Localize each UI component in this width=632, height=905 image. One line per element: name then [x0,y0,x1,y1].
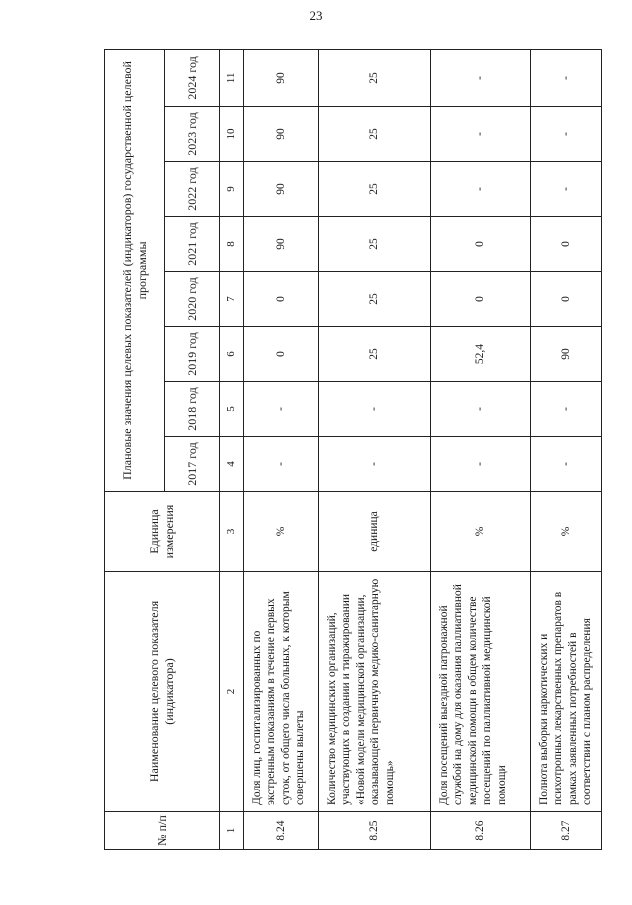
row-value: - [531,382,602,437]
header-planned-values: Плановые значения целевых показателей (индикаторов) государственной целевой программы [105,49,165,491]
header-year-2021: 2021 год [165,217,220,272]
row-value: 90 [531,327,602,382]
row-value: 90 [244,162,319,217]
row-value: 25 [319,217,431,272]
row-value: 90 [244,49,319,106]
row-value: 0 [431,217,531,272]
row-value: - [431,49,531,106]
indicators-table [104,49,602,850]
table-row [319,49,431,849]
row-value: - [244,382,319,437]
col-number: 3 [220,492,244,572]
rotated-table-frame [104,50,594,850]
row-num: 8.26 [431,812,531,850]
col-number: 7 [220,272,244,327]
col-number: 11 [220,49,244,106]
column-number-row [220,49,244,849]
col-number: 9 [220,162,244,217]
header-year-2024: 2024 год [165,49,220,106]
row-value: - [431,382,531,437]
rotated-table-container [104,50,594,850]
row-value: - [244,437,319,492]
page-number: 23 [309,8,323,23]
row-unit: единица [319,492,431,572]
row-unit: % [244,492,319,572]
row-value: - [531,49,602,106]
col-number: 5 [220,382,244,437]
row-num: 8.25 [319,812,431,850]
row-value: - [531,162,602,217]
row-value: 0 [244,327,319,382]
row-value: 25 [319,272,431,327]
row-value: - [319,382,431,437]
table-row [431,49,531,849]
row-unit: % [531,492,602,572]
row-value: - [431,162,531,217]
row-value: 0 [531,217,602,272]
header-year-2018: 2018 год [165,382,220,437]
row-value: 0 [531,272,602,327]
row-num: 8.27 [531,812,602,850]
header-year-2022: 2022 год [165,162,220,217]
header-num: № п/п [105,812,220,850]
row-indicator-name: Доля посещений выездной патронажной службой на дому для оказания паллиативной медицинской помощи в общем количестве посещений по паллиативной медицинской помощи [431,572,531,812]
header-row-top [105,49,165,849]
row-value: - [319,437,431,492]
header-year-2019: 2019 год [165,327,220,382]
col-number: 6 [220,327,244,382]
row-value: - [531,437,602,492]
header-name: Наименование целевого показателя (индикатора) [105,572,220,812]
row-value: 25 [319,107,431,162]
col-number: 1 [220,812,244,850]
row-value: 90 [244,107,319,162]
row-value: - [531,107,602,162]
row-value: 90 [244,217,319,272]
col-number: 8 [220,217,244,272]
table-row [531,49,602,849]
header-year-2023: 2023 год [165,107,220,162]
row-value: 25 [319,49,431,106]
col-number: 10 [220,107,244,162]
row-value: - [431,107,531,162]
row-value: 0 [431,272,531,327]
row-value: 52,4 [431,327,531,382]
row-value: - [431,437,531,492]
row-value: 0 [244,272,319,327]
col-number: 2 [220,572,244,812]
row-indicator-name: Количество медицинских организаций, участвующих в создании и тиражировании «Новой модели медицинской организации, оказывающей первичную медико-санитарную помощь» [319,572,431,812]
header-year-2017: 2017 год [165,437,220,492]
row-value: 25 [319,327,431,382]
row-value: 25 [319,162,431,217]
row-indicator-name: Полнота выборки наркотических и психотропных лекарственных препаратов в рамках заявленных потребностей в соответствии с планом распределения [531,572,602,812]
header-year-2020: 2020 год [165,272,220,327]
row-indicator-name: Доля лиц, госпитализированных по экстренным показаниям в течение первых суток, от общего числа больных, к которым совершены вылеты [244,572,319,812]
row-num: 8.24 [244,812,319,850]
header-unit: Единица измерения [105,492,220,572]
row-unit: % [431,492,531,572]
col-number: 4 [220,437,244,492]
table-row [244,49,319,849]
